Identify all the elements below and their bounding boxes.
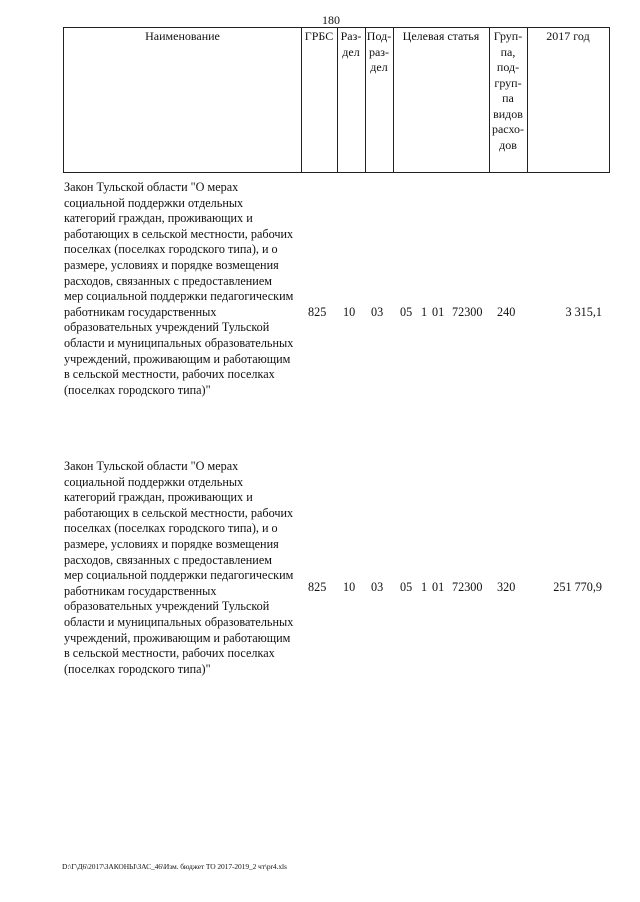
table-cell-gruppa: 320 <box>497 580 516 594</box>
table-cell-tsel-subprogram: 1 <box>421 580 428 594</box>
column-header-razdel: Раз- дел <box>340 29 362 59</box>
table-cell-tsel-event: 01 <box>432 305 445 319</box>
table-cell-grbs: 825 <box>308 305 327 319</box>
table-cell-gruppa: 240 <box>497 305 516 319</box>
table-cell-tsel-subprogram: 1 <box>421 305 428 319</box>
table-row-name: Закон Тульской области "О мерах социальной поддержки отдельных категорий граждан, проживающих и работающих в сельской местности, рабочих поселках (поселках городского типа), и о размере, условиях и порядке возмещения расходов, связанных с предоставлением мер социальной поддержки педагогическим работникам государственных образовательных учреждений Тульской области и муниципальных образовательных учреждений, проживающим и работающим в сельской местности, рабочих поселках (поселках городского типа)" <box>64 459 294 676</box>
table-cell-tsel-program: 05 <box>400 305 413 319</box>
column-header-grbs: ГРБС <box>304 29 334 43</box>
column-header-podrazdel: Под- раз- дел <box>366 29 392 74</box>
table-cell-razdel: 10 <box>343 580 356 594</box>
page-number: 180 <box>322 13 340 27</box>
column-header-gruppa: Груп- па, под- груп- па видов расхо- дов <box>491 29 525 152</box>
table-cell-grbs: 825 <box>308 580 327 594</box>
column-header-tselevaya-statya: Целевая статья <box>402 29 480 43</box>
table-cell-tsel-direction: 72300 <box>452 305 483 319</box>
file-path-footer: D:\Г\Д6\2017\ЗАКОНЫ\ЗАС_46\Изм. бюджет ТО 2017-2019_2 чт\pr4.xls <box>62 862 287 871</box>
column-header-year: 2017 год <box>546 29 590 43</box>
table-cell-podrazdel: 03 <box>371 305 384 319</box>
column-header-name: Наименование <box>145 29 220 43</box>
table-header <box>63 27 610 173</box>
table-row-name: Закон Тульской области "О мерах социальной поддержки отдельных категорий граждан, проживающих и работающих в сельской местности, рабочих поселках (поселках городского типа), и о размере, условиях и порядке возмещения расходов, связанных с предоставлением мер социальной поддержки педагогическим работникам государственных образовательных учреждений Тульской области и муниципальных образовательных учреждений, проживающим и работающим в сельской местности, рабочих поселках (поселках городского типа)" <box>64 180 294 397</box>
table-cell-amount: 3 315,1 <box>565 305 602 319</box>
table-cell-razdel: 10 <box>343 305 356 319</box>
table-cell-amount: 251 770,9 <box>553 580 602 594</box>
table-cell-tsel-event: 01 <box>432 580 445 594</box>
table-cell-podrazdel: 03 <box>371 580 384 594</box>
table-cell-tsel-program: 05 <box>400 580 413 594</box>
table-cell-tsel-direction: 72300 <box>452 580 483 594</box>
